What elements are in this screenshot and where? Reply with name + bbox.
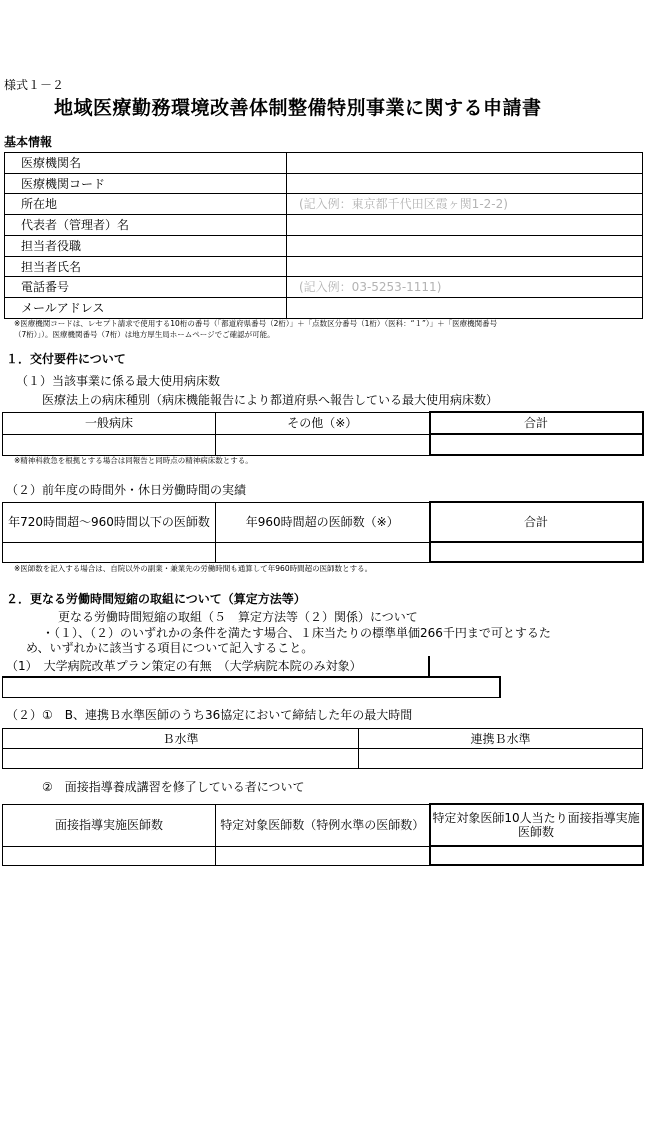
section1-sub1-heading: （１）当該事業に係る最大使用病床数 bbox=[16, 374, 221, 388]
total-beds-field[interactable] bbox=[430, 434, 643, 455]
address-field[interactable]: (記入例：東京都千代田区霞ヶ関1-2-2) bbox=[287, 194, 643, 215]
table-row bbox=[5, 194, 643, 215]
table-row bbox=[3, 502, 643, 542]
table-row bbox=[5, 153, 643, 174]
institution-name-field[interactable] bbox=[287, 153, 643, 174]
linked-b-level-field[interactable] bbox=[359, 749, 643, 769]
phone-field[interactable]: (記入例：03-5253-1111) bbox=[287, 277, 643, 298]
section2-intro-line2: ・（１）、（２）のいずれかの条件を満たす場合、１床当たりの標準単価266千円まで可とするた bbox=[42, 626, 551, 640]
max-hours-label: （２）① B、連携Ｂ水準医師のうち36協定において締結した年の最大時間 bbox=[6, 708, 413, 722]
label-institution-name: 医療機関名 bbox=[5, 153, 287, 174]
representative-field[interactable] bbox=[287, 215, 643, 236]
table-row bbox=[3, 749, 643, 769]
label-email: メールアドレス bbox=[5, 298, 287, 319]
interview-doctors-header: 面接指導実施医師数 bbox=[3, 804, 216, 846]
b-level-field[interactable] bbox=[3, 749, 359, 769]
table-row bbox=[5, 277, 643, 298]
university-plan-label: （1） 大学病院改革プラン策定の有無 （大学病院本院のみ対象） bbox=[6, 659, 362, 673]
label-institution-code: 医療機関コード bbox=[5, 174, 287, 194]
overtime-table bbox=[2, 501, 644, 563]
target-doctors-field[interactable] bbox=[216, 846, 430, 865]
label-phone: 電話番号 bbox=[5, 277, 287, 298]
general-beds-header: 一般病床 bbox=[3, 412, 216, 434]
basic-info-note-line1: ※医療機関コードは、レセプト請求で使用する10桁の番号（「都道府県番号（2桁）」＋「点数区分番号（1桁）（医科：“１”）」＋「医療機関番号 bbox=[14, 319, 498, 328]
section1-heading: １．交付要件について bbox=[6, 352, 126, 366]
email-field[interactable] bbox=[287, 298, 643, 319]
section2-heading: ２．更なる労働時間短縮の取組について（算定方法等） bbox=[6, 592, 306, 606]
other-beds-field[interactable] bbox=[216, 434, 430, 455]
overtime-note: ※医師数を記入する場合は、自院以外の副業・兼業先の労働時間も通算して年960時間超の医師数とする。 bbox=[14, 564, 373, 573]
general-beds-field[interactable] bbox=[3, 434, 216, 455]
table-row bbox=[5, 215, 643, 236]
table-row bbox=[3, 729, 643, 749]
interview-doctors-field[interactable] bbox=[3, 846, 216, 865]
institution-code-field[interactable] bbox=[287, 174, 643, 194]
section2-intro-line3: め、いずれかに該当する項目について記入すること。 bbox=[26, 641, 314, 655]
other-beds-header: その他（※） bbox=[216, 412, 430, 434]
interview-doctors-table bbox=[2, 803, 644, 866]
basic-info-heading: 基本情報 bbox=[4, 135, 53, 149]
overtime-total-header: 合計 bbox=[430, 502, 643, 542]
beds-note: ※精神科救急を根拠とする場合は同報告と同時点の精神病床数とする。 bbox=[14, 456, 253, 465]
table-row bbox=[5, 174, 643, 194]
table-row bbox=[3, 542, 643, 562]
table-row bbox=[5, 257, 643, 277]
total-beds-header: 合計 bbox=[430, 412, 643, 434]
label-cell-divider bbox=[428, 656, 430, 676]
doctors-over-960-field[interactable] bbox=[216, 542, 430, 562]
overtime-total-field[interactable] bbox=[430, 542, 643, 562]
bed-type-caption: 医療法上の病床種別（病床機能報告により都道府県へ報告している最大使用病床数） bbox=[42, 393, 499, 407]
label-contact-position: 担当者役職 bbox=[5, 236, 287, 257]
university-plan-field[interactable] bbox=[2, 676, 501, 698]
table-row bbox=[3, 804, 643, 846]
max-hours-table bbox=[2, 728, 643, 769]
basic-info-table bbox=[4, 152, 643, 319]
doctors-over-960-header: 年960時間超の医師数（※） bbox=[216, 502, 430, 542]
table-row bbox=[3, 434, 643, 455]
interview-training-label: ② 面接指導養成講習を修了している者について bbox=[42, 780, 305, 794]
label-contact-name: 担当者氏名 bbox=[5, 257, 287, 277]
b-level-header: Ｂ水準 bbox=[3, 729, 359, 749]
page-title: 地域医療勤務環境改善体制整備特別事業に関する申請書 bbox=[54, 97, 542, 119]
label-address: 所在地 bbox=[5, 194, 287, 215]
form-number: 様式１－２ bbox=[4, 78, 65, 92]
beds-table bbox=[2, 411, 644, 456]
per-ten-doctors-header: 特定対象医師10人当たり面接指導実施医師数 bbox=[430, 804, 643, 846]
basic-info-note-line2: （7桁）」）。医療機関番号（7桁）は地方厚生局ホームページでご確認が可能。 bbox=[14, 330, 275, 339]
table-row bbox=[5, 298, 643, 319]
label-representative: 代表者（管理者）名 bbox=[5, 215, 287, 236]
section1-sub2-heading: （２）前年度の時間外・休日労働時間の実績 bbox=[6, 483, 247, 497]
table-row bbox=[3, 412, 643, 434]
doctors-720-960-field[interactable] bbox=[3, 542, 216, 562]
contact-position-field[interactable] bbox=[287, 236, 643, 257]
section2-intro-line1: 更なる労働時間短縮の取組（５ 算定方法等（２）関係）について bbox=[58, 610, 418, 624]
table-row bbox=[3, 846, 643, 865]
target-doctors-header: 特定対象医師数（特例水準の医師数） bbox=[216, 804, 430, 846]
table-row bbox=[5, 236, 643, 257]
doctors-720-960-header: 年720時間超～960時間以下の医師数 bbox=[3, 502, 216, 542]
linked-b-level-header: 連携Ｂ水準 bbox=[359, 729, 643, 749]
per-ten-doctors-field[interactable] bbox=[430, 846, 643, 865]
contact-name-field[interactable] bbox=[287, 257, 643, 277]
